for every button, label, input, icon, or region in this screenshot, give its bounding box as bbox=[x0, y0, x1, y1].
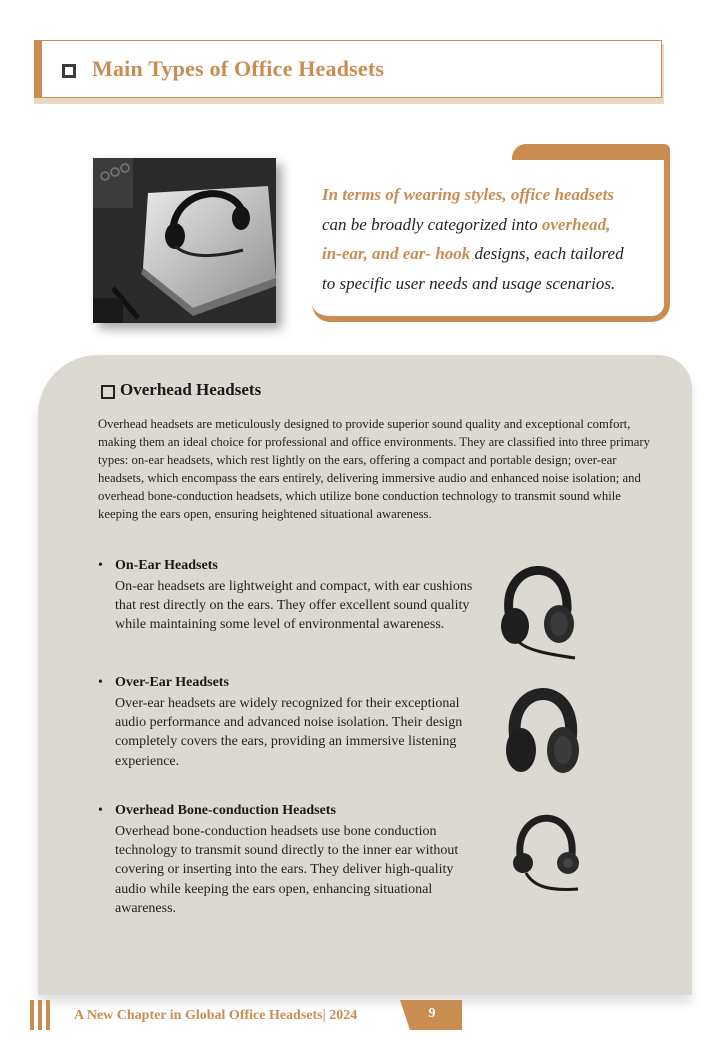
over-ear-headset-icon bbox=[505, 678, 580, 780]
laptop-headset-photo bbox=[93, 158, 276, 323]
bullet: • bbox=[98, 558, 103, 573]
item-description: Over-ear headsets are widely recognized for their exceptional audio performance and advanced noise isolation. Their design completely covers the ears, providing an immersive listening experience. bbox=[115, 696, 463, 769]
bullet: • bbox=[98, 675, 103, 690]
bullet: • bbox=[98, 803, 103, 818]
intro-highlight-2: overhead, bbox=[541, 214, 611, 234]
laptop-headset-illustration bbox=[93, 158, 276, 323]
item-title: On-Ear Headsets bbox=[115, 558, 218, 573]
page-title: Main Types of Office Headsets bbox=[92, 56, 385, 81]
item-title: Overhead Bone-conduction Headsets bbox=[115, 803, 336, 818]
on-ear-headset-icon bbox=[497, 550, 582, 662]
checkbox-square-icon bbox=[62, 64, 76, 78]
intro-text-2: can be broadly categorized into bbox=[322, 214, 542, 234]
section-title: Overhead Headsets bbox=[120, 380, 262, 399]
intro-highlight-1: In terms of wearing styles, office headsets bbox=[322, 185, 614, 204]
header-box bbox=[34, 40, 662, 98]
item-title: Over-Ear Headsets bbox=[115, 675, 229, 690]
page-header bbox=[34, 40, 664, 100]
page-number: 9 bbox=[428, 1006, 436, 1021]
footer-text: A New Chapter in Global Office Headsets| 2024 bbox=[74, 1008, 358, 1023]
intro-text-4: to specific user needs and usage scenarios. bbox=[322, 273, 616, 293]
item-description: Overhead bone-conduction headsets use bone conduction technology to transmit sound directly to the inner ear without covering or inserting into the ears. They deliver high-quality audio while keeping the ears open, enhancing situational awareness. bbox=[115, 824, 459, 916]
intro-callout bbox=[312, 144, 670, 320]
checkbox-square-icon bbox=[101, 385, 115, 399]
intro-text-3: designs, each tailored bbox=[470, 244, 624, 263]
section-intro-paragraph: Overhead headsets are meticulously designed to provide superior sound quality and exceptional comfort, making them an ideal choice for professional and office environments. They are classified into three primary types: on-ear headsets, which rest lightly on the ears, offering a compact and portable design; over-ear headsets, which encompass the ears entirely, delivering immersive audio and enhanced noise isolation; and overhead bone-conduction headsets, which utilize bone conduction technology to transmit sound while keeping the ears open, ensuring heightened situational awareness. bbox=[98, 417, 650, 521]
intro-highlight-3: in-ear, and ear- hook bbox=[322, 244, 471, 263]
bone-conduction-headset-icon bbox=[510, 803, 582, 898]
item-description: On-ear headsets are lightweight and compact, with ear cushions that rest directly on the ears. They offer excellent sound quality while maintaining some level of environmental awareness. bbox=[115, 579, 473, 633]
intro-text bbox=[322, 180, 662, 298]
